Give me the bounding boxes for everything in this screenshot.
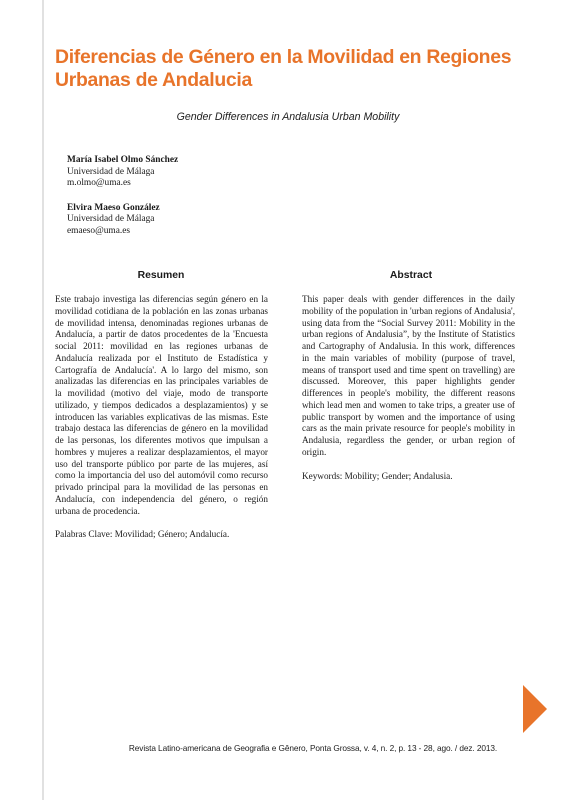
- author-entry: [67, 203, 178, 238]
- resumen-keywords: Palabras Clave: Movilidad; Género; Andalucía.: [55, 529, 230, 540]
- abstract-column: [302, 294, 515, 494]
- author-entry: [67, 155, 178, 190]
- resumen-heading: Resumen: [137, 270, 185, 281]
- resumen-body: Este trabajo investiga las diferencias según género en la movilidad cotidiana de la población en las zonas urbanas de movilidad intensa, denominadas regiones urbanas de Andalucía, a partir de datos procedentes de la 'Encuesta social 2011: movilidad en las regiones urbanas de Andalucía realizada por el Instituto de Estadística y Cartografía de Andalucía'. A lo largo del mismo, son analizadas las diferencias en las principales variables de la movilidad (motivo del viaje, modo de transporte utilizado, y tiempos dedicados a desplazamientos) y se introducen las variables explicativas de las mismas. Este trabajo destaca las diferencias de género en la movilidad de las personas, los diferentes motivos que impulsan a hombres y mujeres a realizar desplazamientos, el mayor uso del transporte público por parte de las mujeres, así como la importancia del uso del automóvil como recurso privado principal para la movilidad de las personas en Andalucía, con independencia del género, o región urbana de procedencia.: [55, 294, 268, 516]
- author-name: Elvira Maeso González: [67, 202, 160, 213]
- abstract-body: This paper deals with gender differences in the daily mobility of the population in 'urban regions of Andalusia', using data from the “Social Survey 2011: Mobility in the urban regions of Andalusia”, by the Institute of Statistics and Cartography of Andalusia. In this work, differences in the main variables of mobility (purpose of travel, means of transport used and time spent on travelling) are discussed. Moreover, this paper highlights gender differences in people's mobility, the different reasons which lead men and women to take trips, a greater use of public transport by women and the importance of using cars as the main private resource for people's mobility in Andalusia, regardless the gender, or urban region of origin.: [302, 294, 515, 457]
- paper-title: Diferencias de Género en la Movilidad en Regiones Urbanas de Andalucia: [55, 46, 512, 91]
- abstract-keywords: Keywords: Mobility; Gender; Andalusia.: [302, 470, 453, 481]
- author-affiliation: Universidad de Málaga: [67, 214, 155, 225]
- author-block: [67, 155, 178, 251]
- author-name: María Isabel Olmo Sánchez: [67, 155, 179, 165]
- resumen-column: [55, 294, 268, 553]
- author-email: emaeso@uma.es: [67, 225, 131, 236]
- author-affiliation: Universidad de Málaga: [67, 166, 155, 177]
- journal-footer: Revista Latino-americana de Geografia e Gênero, Ponta Grossa, v. 4, n. 2, p. 13 - 28, ago. / dez. 2013.: [128, 743, 498, 753]
- abstract-heading: Abstract: [389, 270, 433, 281]
- author-email: m.olmo@uma.es: [67, 178, 131, 189]
- paper-subtitle: Gender Differences in Andalusia Urban Mobility: [176, 111, 400, 123]
- next-page-arrow-icon[interactable]: [523, 685, 547, 733]
